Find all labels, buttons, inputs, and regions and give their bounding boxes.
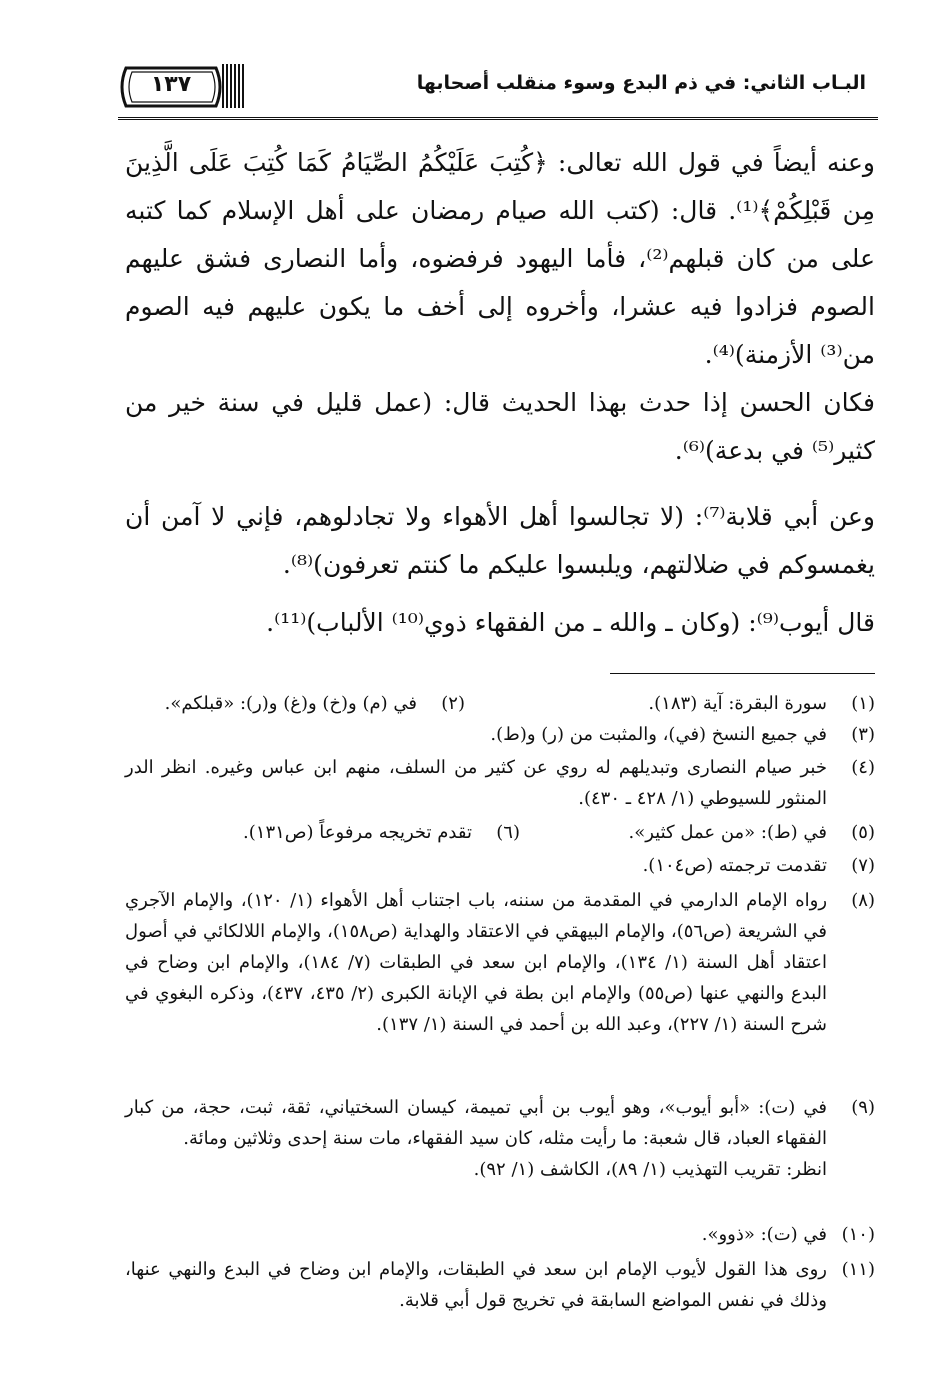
footnote-8 xyxy=(125,885,875,1040)
running-header-title: البـاب الثاني: في ذم البدع وسوء منقلب أصحابها xyxy=(416,72,866,94)
footnote-number: (٥) xyxy=(851,822,875,843)
footnote-text: رواه الإمام الدارمي في المقدمة من سننه، باب اجتناب أهل الأهواء (١/ ١٢٠)، والإمام الآجري في الشريعة (ص٥٦)، والإمام البيهقي في الاعتقاد والهداية (ص١٥٨)، والإمام اللالكائي في أصول اعتقاد أهل السنة (١/ ١٣٤)، والإمام ابن سعد في الطبقات (٧/ ١٨٤)، والإمام ابن وضاح في البدع والنهي عنها (ص٥٥) والإمام ابن بطة في الإبانة الكبرى (٢/ ٤٣٥، ٤٣٧)، وذكره البغوي في شرح السنة (١/ ٢٢٧)، وعبد الله بن أحمد في السنة (١/ ١٣٧). xyxy=(125,890,828,1035)
paragraph-4: قال أيوب⁽⁹⁾: (وكان ـ والله ـ من الفقهاء ذوي⁽¹⁰⁾ الألباب)⁽¹¹⁾. xyxy=(266,608,875,637)
header-rule xyxy=(118,117,878,120)
footnote-text-continued: انظر: تقريب التهذيب (١/ ٨٩)، الكاشف (١/ ٩٢). xyxy=(473,1159,827,1180)
footnote-11 xyxy=(125,1254,875,1316)
footnote-text: في جميع النسخ (في)، والمثبت من (ر) و(ط). xyxy=(490,724,827,745)
page-number-ornament xyxy=(118,62,228,110)
footnote-number: (١) xyxy=(851,693,875,714)
footnote-10 xyxy=(125,1219,875,1250)
footnote-7 xyxy=(125,850,875,881)
page-number: ١٣٧ xyxy=(150,72,192,97)
paragraph-2: فكان الحسن إذا حدث بهذا الحديث قال: (عمل قليل في سنة خير من كثير⁽⁵⁾ في بدعة)⁽⁶⁾. xyxy=(125,388,875,465)
footnote-number: (٦) xyxy=(496,822,520,843)
footnote-text: تقدم تخريجه مرفوعاً (ص١٣١). xyxy=(243,822,472,843)
footnote-number: (٤) xyxy=(851,757,875,778)
page-header xyxy=(118,58,878,120)
footnote-text: في (ت): «أبو أيوب»، وهو أيوب بن أبي تميمة، كيسان السختياني، ثقة، ثبت، حجة، من كبار الفقهاء العباد، قال شعبة: ما رأيت مثله، كان سيد الفقهاء، مات سنة إحدى وثلاثين ومائة. xyxy=(125,1097,827,1149)
footnote-text: تقدمت ترجمته (ص١٠٤). xyxy=(642,855,827,876)
footnote-text: في (ت): «ذوو». xyxy=(701,1224,827,1245)
footnote-text: سورة البقرة: آية (١٨٣). xyxy=(648,693,827,714)
footnote-5 xyxy=(525,817,875,848)
footnote-number: (٨) xyxy=(851,890,875,911)
footnote-text: روى هذا القول لأيوب الإمام ابن سعد في الطبقات، والإمام ابن وضاح في البدع والنهي عنها، وذلك في نفس المواضع السابقة في تخريج قول أبي قلابة. xyxy=(125,1259,827,1311)
footnote-text: خبر صيام النصارى وتبديلهم له روي عن كثير من السلف، منهم ابن عباس وغيره. انظر الدر المنثور للسيوطي (١/ ٤٢٨ ـ ٤٣٠). xyxy=(125,757,827,809)
footnote-text: في (ط): «من عمل كثير». xyxy=(628,822,827,843)
footnote-number: (١١) xyxy=(841,1259,875,1280)
footnote-2 xyxy=(125,688,465,719)
footnote-1 xyxy=(470,688,875,719)
header-ornament-lines xyxy=(222,64,246,108)
paragraph-1: وعنه أيضاً في قول الله تعالى: ﴿كُتِبَ عَلَيْكُمُ الصِّيَامُ كَمَا كُتِبَ عَلَى الَّذِينَ مِن قَبْلِكُمْ﴾⁽¹⁾. قال: (كتب الله صيام رمضان على أهل الإسلام كما كتبه على من كان قبلهم⁽²⁾، فأما اليهود فرفضوه، وأما النصارى فشق عليهم الصوم فزادوا فيه عشرا، وأخروه إلى أخف ما يكون عليهم فيه الصوم من⁽³⁾ الأزمنة)⁽⁴⁾. xyxy=(125,148,875,369)
paragraph-3: وعن أبي قلابة⁽⁷⁾: (لا تجالسوا أهل الأهواء ولا تجادلوهم، فإني لا آمن أن يغمسوكم في ضلالتهم، ويلبسوا عليكم ما كنتم تعرفون)⁽⁸⁾. xyxy=(125,502,875,579)
footnote-number: (١٠) xyxy=(841,1224,875,1245)
footnote-text: في (م) و(خ) و(غ) و(ر): «قبلكم». xyxy=(164,693,417,714)
footnote-number: (٧) xyxy=(851,855,875,876)
footnote-3 xyxy=(125,719,875,750)
footnote-number: (٣) xyxy=(851,724,875,745)
footnote-number: (٩) xyxy=(851,1097,875,1118)
footnote-9 xyxy=(125,1092,875,1185)
footnote-separator xyxy=(610,673,875,674)
footnote-6 xyxy=(170,817,520,848)
footnote-number: (٢) xyxy=(441,693,465,714)
footnote-4 xyxy=(125,752,875,814)
